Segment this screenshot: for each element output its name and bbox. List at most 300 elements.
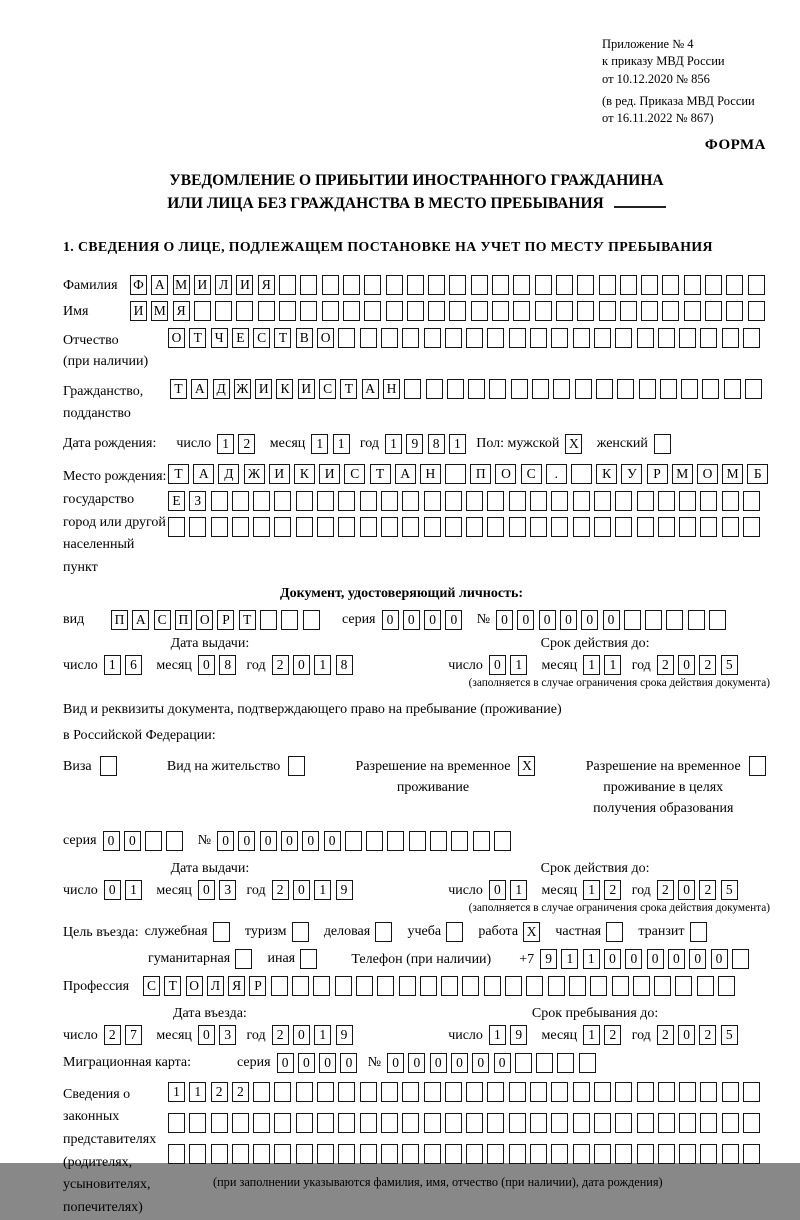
char-cell[interactable] [484, 976, 501, 996]
char-cell[interactable]: 0 [408, 1053, 425, 1073]
char-cell[interactable] [253, 1113, 270, 1133]
char-cell[interactable]: 0 [103, 831, 120, 851]
char-cell[interactable]: К [596, 464, 617, 484]
char-cell[interactable] [424, 491, 441, 511]
char-cell[interactable] [424, 1113, 441, 1133]
char-cell[interactable] [505, 976, 522, 996]
char-cell[interactable] [662, 301, 679, 321]
char-cell[interactable] [288, 756, 305, 776]
char-cell[interactable]: 1 [333, 434, 350, 454]
char-cell[interactable] [445, 1144, 462, 1164]
char-cell[interactable]: О [317, 328, 334, 348]
char-cell[interactable] [303, 610, 320, 630]
char-cell[interactable] [404, 379, 421, 399]
char-cell[interactable]: 2 [211, 1082, 228, 1102]
char-cell[interactable]: X [523, 922, 540, 942]
char-cell[interactable] [556, 301, 573, 321]
char-cell[interactable] [654, 434, 671, 454]
char-cell[interactable] [338, 328, 355, 348]
char-cell[interactable] [551, 1082, 568, 1102]
char-cell[interactable] [748, 275, 765, 295]
char-cell[interactable] [426, 379, 443, 399]
char-cell[interactable]: 1 [314, 880, 331, 900]
char-cell[interactable] [615, 491, 632, 511]
char-cell[interactable]: 0 [298, 1053, 315, 1073]
char-cell[interactable]: 0 [277, 1053, 294, 1073]
char-cell[interactable]: 0 [678, 655, 695, 675]
char-cell[interactable] [402, 517, 419, 537]
char-cell[interactable] [253, 1144, 270, 1164]
char-cell[interactable] [700, 1082, 717, 1102]
char-cell[interactable] [338, 1082, 355, 1102]
char-cell[interactable] [296, 491, 313, 511]
char-cell[interactable] [449, 275, 466, 295]
char-cell[interactable]: Е [232, 328, 249, 348]
char-cell[interactable] [356, 976, 373, 996]
char-cell[interactable] [377, 976, 394, 996]
char-cell[interactable] [624, 610, 641, 630]
char-cell[interactable] [168, 1113, 185, 1133]
char-cell[interactable] [274, 491, 291, 511]
char-cell[interactable]: С [253, 328, 270, 348]
char-cell[interactable] [322, 301, 339, 321]
char-cell[interactable] [594, 517, 611, 537]
char-cell[interactable] [535, 301, 552, 321]
char-cell[interactable] [658, 517, 675, 537]
char-cell[interactable] [292, 922, 309, 942]
char-cell[interactable] [428, 301, 445, 321]
char-cell[interactable]: М [672, 464, 693, 484]
char-cell[interactable] [487, 328, 504, 348]
char-cell[interactable] [445, 491, 462, 511]
char-cell[interactable] [279, 275, 296, 295]
char-cell[interactable] [594, 1144, 611, 1164]
char-cell[interactable] [679, 1144, 696, 1164]
char-cell[interactable]: 0 [403, 610, 420, 630]
char-cell[interactable]: 0 [581, 610, 598, 630]
char-cell[interactable] [532, 379, 549, 399]
char-cell[interactable]: 0 [472, 1053, 489, 1073]
char-cell[interactable] [594, 491, 611, 511]
char-cell[interactable] [509, 328, 526, 348]
char-cell[interactable] [253, 491, 270, 511]
char-cell[interactable] [445, 328, 462, 348]
char-cell[interactable] [571, 464, 592, 484]
char-cell[interactable]: 2 [699, 655, 716, 675]
char-cell[interactable] [445, 464, 466, 484]
char-cell[interactable]: 0 [293, 1025, 310, 1045]
char-cell[interactable] [360, 491, 377, 511]
char-cell[interactable]: 2 [272, 1025, 289, 1045]
char-cell[interactable] [489, 379, 506, 399]
char-cell[interactable]: 1 [604, 655, 621, 675]
char-cell[interactable] [535, 275, 552, 295]
char-cell[interactable] [258, 301, 275, 321]
char-cell[interactable] [487, 491, 504, 511]
char-cell[interactable]: 2 [699, 880, 716, 900]
char-cell[interactable]: 0 [711, 949, 728, 969]
char-cell[interactable] [366, 831, 383, 851]
char-cell[interactable] [590, 976, 607, 996]
char-cell[interactable] [620, 275, 637, 295]
char-cell[interactable] [509, 491, 526, 511]
char-cell[interactable]: 2 [604, 1025, 621, 1045]
char-cell[interactable]: К [276, 379, 293, 399]
char-cell[interactable]: 0 [104, 880, 121, 900]
char-cell[interactable] [235, 949, 252, 969]
char-cell[interactable] [530, 491, 547, 511]
char-cell[interactable]: 9 [406, 434, 423, 454]
char-cell[interactable] [296, 1082, 313, 1102]
char-cell[interactable] [743, 1144, 760, 1164]
char-cell[interactable] [573, 1144, 590, 1164]
char-cell[interactable]: Т [370, 464, 391, 484]
char-cell[interactable] [360, 1082, 377, 1102]
char-cell[interactable]: 2 [238, 434, 255, 454]
char-cell[interactable]: 2 [104, 1025, 121, 1045]
char-cell[interactable] [471, 301, 488, 321]
char-cell[interactable]: И [298, 379, 315, 399]
char-cell[interactable] [662, 275, 679, 295]
char-cell[interactable]: 0 [340, 1053, 357, 1073]
char-cell[interactable] [702, 379, 719, 399]
char-cell[interactable]: Д [213, 379, 230, 399]
char-cell[interactable] [466, 491, 483, 511]
char-cell[interactable]: К [294, 464, 315, 484]
char-cell[interactable] [253, 1082, 270, 1102]
char-cell[interactable] [466, 517, 483, 537]
char-cell[interactable] [637, 491, 654, 511]
char-cell[interactable] [424, 517, 441, 537]
char-cell[interactable] [645, 610, 662, 630]
char-cell[interactable] [449, 301, 466, 321]
char-cell[interactable]: 1 [510, 655, 527, 675]
char-cell[interactable]: 1 [189, 1082, 206, 1102]
char-cell[interactable] [684, 275, 701, 295]
char-cell[interactable]: 1 [314, 1025, 331, 1045]
char-cell[interactable] [573, 491, 590, 511]
char-cell[interactable] [722, 1113, 739, 1133]
char-cell[interactable]: 1 [311, 434, 328, 454]
char-cell[interactable] [743, 1082, 760, 1102]
char-cell[interactable] [338, 491, 355, 511]
char-cell[interactable] [473, 831, 490, 851]
char-cell[interactable]: С [143, 976, 160, 996]
char-cell[interactable]: Н [420, 464, 441, 484]
char-cell[interactable]: Д [218, 464, 239, 484]
char-cell[interactable] [513, 275, 530, 295]
char-cell[interactable]: О [697, 464, 718, 484]
char-cell[interactable]: И [130, 301, 147, 321]
char-cell[interactable] [688, 610, 705, 630]
char-cell[interactable] [166, 831, 183, 851]
char-cell[interactable] [654, 976, 671, 996]
char-cell[interactable] [573, 1113, 590, 1133]
char-cell[interactable] [492, 301, 509, 321]
char-cell[interactable] [399, 976, 416, 996]
char-cell[interactable] [279, 301, 296, 321]
char-cell[interactable] [732, 949, 749, 969]
char-cell[interactable]: 8 [428, 434, 445, 454]
char-cell[interactable]: 0 [604, 949, 621, 969]
char-cell[interactable]: 0 [678, 880, 695, 900]
char-cell[interactable] [594, 328, 611, 348]
char-cell[interactable] [548, 976, 565, 996]
char-cell[interactable] [381, 1113, 398, 1133]
char-cell[interactable]: 6 [125, 655, 142, 675]
char-cell[interactable]: 1 [561, 949, 578, 969]
char-cell[interactable] [509, 1113, 526, 1133]
char-cell[interactable] [658, 491, 675, 511]
char-cell[interactable]: 9 [336, 880, 353, 900]
char-cell[interactable] [189, 1144, 206, 1164]
char-cell[interactable]: 2 [604, 880, 621, 900]
char-cell[interactable] [679, 328, 696, 348]
char-cell[interactable]: Р [217, 610, 234, 630]
char-cell[interactable] [494, 831, 511, 851]
char-cell[interactable]: 0 [217, 831, 234, 851]
char-cell[interactable] [722, 1144, 739, 1164]
char-cell[interactable]: Т [170, 379, 187, 399]
char-cell[interactable] [360, 1144, 377, 1164]
char-cell[interactable] [722, 517, 739, 537]
char-cell[interactable]: 0 [382, 610, 399, 630]
char-cell[interactable]: 0 [451, 1053, 468, 1073]
char-cell[interactable] [441, 976, 458, 996]
char-cell[interactable] [620, 301, 637, 321]
char-cell[interactable] [451, 831, 468, 851]
char-cell[interactable] [260, 610, 277, 630]
char-cell[interactable] [666, 610, 683, 630]
char-cell[interactable] [743, 328, 760, 348]
char-cell[interactable]: И [194, 275, 211, 295]
char-cell[interactable]: 0 [494, 1053, 511, 1073]
char-cell[interactable]: Ж [244, 464, 265, 484]
char-cell[interactable] [658, 328, 675, 348]
char-cell[interactable]: 9 [540, 949, 557, 969]
char-cell[interactable] [381, 491, 398, 511]
char-cell[interactable] [274, 1144, 291, 1164]
char-cell[interactable] [658, 1113, 675, 1133]
char-cell[interactable] [343, 301, 360, 321]
char-cell[interactable] [551, 1113, 568, 1133]
char-cell[interactable]: А [151, 275, 168, 295]
char-cell[interactable] [281, 610, 298, 630]
char-cell[interactable] [189, 1113, 206, 1133]
char-cell[interactable] [300, 301, 317, 321]
char-cell[interactable] [232, 491, 249, 511]
char-cell[interactable] [509, 1082, 526, 1102]
char-cell[interactable]: М [173, 275, 190, 295]
char-cell[interactable]: Я [258, 275, 275, 295]
char-cell[interactable]: 0 [387, 1053, 404, 1073]
char-cell[interactable] [364, 301, 381, 321]
char-cell[interactable] [381, 1144, 398, 1164]
char-cell[interactable]: С [521, 464, 542, 484]
char-cell[interactable] [381, 517, 398, 537]
char-cell[interactable] [679, 1113, 696, 1133]
char-cell[interactable]: 0 [560, 610, 577, 630]
char-cell[interactable]: Е [168, 491, 185, 511]
char-cell[interactable] [487, 1113, 504, 1133]
char-cell[interactable] [360, 1113, 377, 1133]
char-cell[interactable] [317, 1144, 334, 1164]
char-cell[interactable] [722, 1082, 739, 1102]
char-cell[interactable]: 9 [510, 1025, 527, 1045]
char-cell[interactable]: 0 [625, 949, 642, 969]
char-cell[interactable] [211, 1144, 228, 1164]
char-cell[interactable] [553, 379, 570, 399]
char-cell[interactable]: С [154, 610, 171, 630]
char-cell[interactable] [446, 922, 463, 942]
char-cell[interactable] [338, 517, 355, 537]
char-cell[interactable] [296, 517, 313, 537]
char-cell[interactable]: 0 [324, 831, 341, 851]
char-cell[interactable] [468, 379, 485, 399]
char-cell[interactable]: Т [189, 328, 206, 348]
char-cell[interactable] [300, 949, 317, 969]
char-cell[interactable]: 0 [198, 655, 215, 675]
char-cell[interactable] [660, 379, 677, 399]
char-cell[interactable]: 0 [517, 610, 534, 630]
char-cell[interactable] [684, 301, 701, 321]
char-cell[interactable]: 2 [657, 1025, 674, 1045]
char-cell[interactable] [575, 379, 592, 399]
char-cell[interactable] [168, 1144, 185, 1164]
char-cell[interactable]: Ф [130, 275, 147, 295]
char-cell[interactable] [743, 1113, 760, 1133]
char-cell[interactable]: З [189, 491, 206, 511]
char-cell[interactable] [743, 491, 760, 511]
char-cell[interactable] [274, 1082, 291, 1102]
char-cell[interactable] [530, 1144, 547, 1164]
char-cell[interactable] [526, 976, 543, 996]
char-cell[interactable]: С [319, 379, 336, 399]
char-cell[interactable] [381, 1082, 398, 1102]
char-cell[interactable] [679, 1082, 696, 1102]
char-cell[interactable]: 0 [260, 831, 277, 851]
char-cell[interactable] [637, 1113, 654, 1133]
char-cell[interactable]: 0 [124, 831, 141, 851]
char-cell[interactable]: Л [207, 976, 224, 996]
char-cell[interactable]: 1 [104, 655, 121, 675]
char-cell[interactable] [599, 275, 616, 295]
char-cell[interactable]: 1 [217, 434, 234, 454]
char-cell[interactable] [447, 379, 464, 399]
char-cell[interactable]: 0 [689, 949, 706, 969]
char-cell[interactable] [487, 1144, 504, 1164]
char-cell[interactable]: 2 [699, 1025, 716, 1045]
char-cell[interactable] [617, 379, 634, 399]
char-cell[interactable] [700, 328, 717, 348]
char-cell[interactable]: А [132, 610, 149, 630]
char-cell[interactable]: Р [647, 464, 668, 484]
char-cell[interactable] [232, 1144, 249, 1164]
char-cell[interactable] [360, 328, 377, 348]
char-cell[interactable]: Ж [234, 379, 251, 399]
char-cell[interactable] [189, 517, 206, 537]
char-cell[interactable]: 2 [272, 655, 289, 675]
char-cell[interactable]: 0 [430, 1053, 447, 1073]
char-cell[interactable]: Я [173, 301, 190, 321]
char-cell[interactable] [375, 922, 392, 942]
char-cell[interactable] [530, 517, 547, 537]
char-cell[interactable] [615, 1113, 632, 1133]
char-cell[interactable] [639, 379, 656, 399]
char-cell[interactable] [705, 275, 722, 295]
char-cell[interactable]: 0 [668, 949, 685, 969]
char-cell[interactable] [612, 976, 629, 996]
char-cell[interactable]: 1 [125, 880, 142, 900]
char-cell[interactable] [236, 301, 253, 321]
char-cell[interactable]: 0 [489, 655, 506, 675]
char-cell[interactable] [407, 301, 424, 321]
char-cell[interactable] [296, 1144, 313, 1164]
char-cell[interactable]: 0 [238, 831, 255, 851]
char-cell[interactable]: 1 [489, 1025, 506, 1045]
char-cell[interactable]: И [319, 464, 340, 484]
char-cell[interactable]: 0 [293, 880, 310, 900]
char-cell[interactable]: О [495, 464, 516, 484]
char-cell[interactable] [232, 517, 249, 537]
char-cell[interactable]: У [621, 464, 642, 484]
char-cell[interactable] [386, 301, 403, 321]
char-cell[interactable]: 5 [721, 655, 738, 675]
char-cell[interactable] [100, 756, 117, 776]
char-cell[interactable] [445, 517, 462, 537]
char-cell[interactable]: X [518, 756, 535, 776]
char-cell[interactable]: Я [228, 976, 245, 996]
char-cell[interactable] [690, 922, 707, 942]
char-cell[interactable]: 0 [647, 949, 664, 969]
char-cell[interactable]: 1 [385, 434, 402, 454]
char-cell[interactable] [402, 1082, 419, 1102]
char-cell[interactable]: М [151, 301, 168, 321]
char-cell[interactable]: 0 [302, 831, 319, 851]
char-cell[interactable] [194, 301, 211, 321]
char-cell[interactable] [551, 517, 568, 537]
char-cell[interactable]: 5 [721, 880, 738, 900]
char-cell[interactable] [637, 328, 654, 348]
char-cell[interactable] [509, 517, 526, 537]
char-cell[interactable] [338, 1144, 355, 1164]
char-cell[interactable] [569, 976, 586, 996]
char-cell[interactable]: 1 [314, 655, 331, 675]
char-cell[interactable] [726, 301, 743, 321]
char-cell[interactable]: X [565, 434, 582, 454]
char-cell[interactable]: А [191, 379, 208, 399]
char-cell[interactable]: Р [249, 976, 266, 996]
char-cell[interactable]: Т [168, 464, 189, 484]
char-cell[interactable]: 0 [678, 1025, 695, 1045]
char-cell[interactable]: 1 [510, 880, 527, 900]
char-cell[interactable]: А [362, 379, 379, 399]
char-cell[interactable]: 0 [424, 610, 441, 630]
char-cell[interactable] [364, 275, 381, 295]
char-cell[interactable]: 0 [281, 831, 298, 851]
char-cell[interactable]: 0 [198, 880, 215, 900]
char-cell[interactable] [445, 1113, 462, 1133]
char-cell[interactable] [679, 491, 696, 511]
char-cell[interactable] [402, 1144, 419, 1164]
char-cell[interactable] [573, 328, 590, 348]
char-cell[interactable]: Т [164, 976, 181, 996]
char-cell[interactable] [658, 1144, 675, 1164]
char-cell[interactable] [726, 275, 743, 295]
char-cell[interactable] [557, 1053, 574, 1073]
char-cell[interactable]: Ч [211, 328, 228, 348]
char-cell[interactable]: И [255, 379, 272, 399]
